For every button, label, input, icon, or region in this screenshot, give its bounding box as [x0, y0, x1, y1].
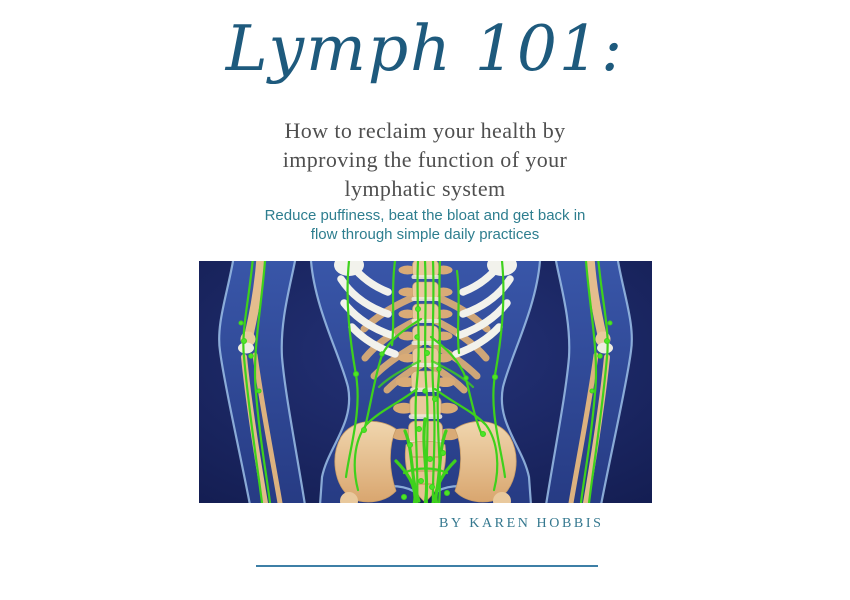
subtitle-line-3: lymphatic system	[344, 176, 506, 201]
tagline-line-1: Reduce puffiness, beat the bloat and get back in	[264, 207, 586, 224]
lymphatic-system-image	[199, 261, 652, 503]
byline: BY KAREN HOBBIS	[439, 516, 604, 531]
tagline	[0, 206, 850, 244]
divider-line	[256, 565, 598, 567]
subtitle-line-1: How to reclaim your health by	[284, 118, 566, 143]
tagline-line-2: flow through simple daily practices	[310, 226, 540, 243]
subtitle-line-2: improving the function of your	[282, 147, 568, 172]
page-title: Lymph 101:	[225, 12, 625, 85]
subtitle	[0, 116, 850, 203]
